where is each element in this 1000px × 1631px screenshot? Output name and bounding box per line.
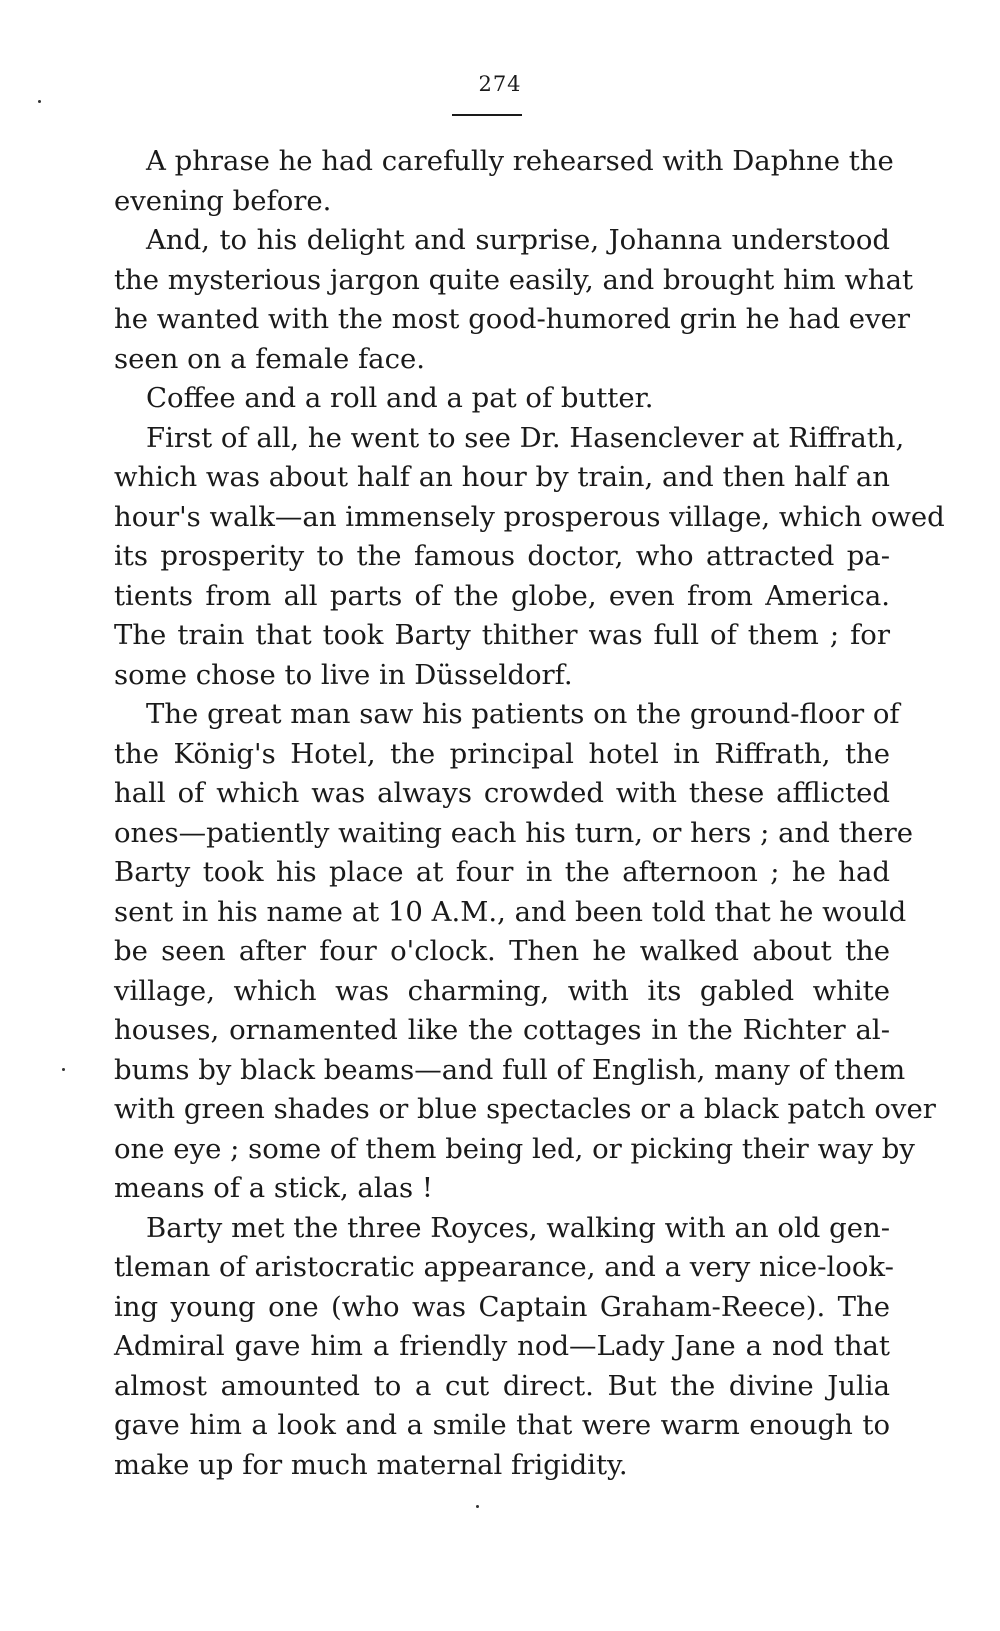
paragraph-4 (80, 419, 945, 696)
scan-speck (62, 1068, 65, 1071)
text-line: tleman of aristocratic appearance, and a very nice-look- (114, 1251, 894, 1283)
text-line: make up for much maternal frigidity. (114, 1448, 628, 1481)
text-line: he wanted with the most good-humored grin he had ever (114, 303, 911, 335)
text-line: the König's Hotel, the principal hotel in Riffrath, the (114, 737, 890, 770)
paragraph-2 (80, 221, 914, 379)
text-line: its prosperity to the famous doctor, who attracted pa- (114, 540, 890, 572)
text-line: Barty took his place at four in the afternoon ; he had (114, 856, 890, 888)
text-line: village, which was charming, with its gabled white (114, 974, 890, 1007)
paragraph-6 (80, 1209, 894, 1486)
text-line: Admiral gave him a friendly nod—Lady Jane a nod that (114, 1330, 890, 1362)
text-line: gave him a look and a smile that were warm enough to (114, 1409, 890, 1441)
text-line: hall of which was always crowded with these afflicted (114, 777, 890, 809)
text-line: First of all, he went to see Dr. Hasenclever at Riffrath, (146, 421, 905, 454)
text-line: sent in his name at 10 A.M., and been told that he would (114, 895, 907, 928)
scan-speck (476, 1505, 479, 1508)
text-line: some chose to live in Düsseldorf. (114, 658, 573, 691)
page-number: 274 (478, 72, 522, 96)
text-line: which was about half an hour by train, and then half an (114, 461, 890, 493)
paragraph-1 (80, 142, 894, 221)
text-line: tients from all parts of the globe, even from America. (114, 579, 890, 612)
text-line: be seen after four o'clock. Then he walked about the (114, 935, 890, 967)
text-line: Coffee and a roll and a pat of butter. (146, 382, 654, 414)
scan-speck (38, 100, 41, 103)
page-number-rule (452, 114, 522, 116)
text-line: means of a stick, alas ! (114, 1172, 433, 1204)
text-line: A phrase he had carefully rehearsed with Daphne the (146, 145, 894, 177)
text-line: one eye ; some of them being led, or picking their way by (114, 1132, 915, 1165)
body-text (80, 142, 945, 1485)
paragraph-3 (80, 379, 890, 419)
text-line: hour's walk—an immensely prosperous village, which owed (114, 500, 945, 533)
text-line: houses, ornamented like the cottages in the Richter al- (114, 1014, 890, 1046)
text-line: almost amounted to a cut direct. But the divine Julia (114, 1369, 890, 1402)
paragraph-5 (80, 695, 936, 1209)
text-line: the mysterious jargon quite easily, and brought him what (114, 263, 914, 296)
text-line: ones—patiently waiting each his turn, or hers ; and there (114, 816, 914, 849)
text-line: Barty met the three Royces, walking with an old gen- (146, 1211, 890, 1244)
text-line: seen on a female face. (114, 342, 425, 375)
text-line: And, to his delight and surprise, Johanna understood (146, 224, 890, 256)
text-line: bums by black beams—and full of English, many of them (114, 1053, 906, 1086)
text-line: evening before. (114, 184, 332, 217)
text-line: The train that took Barty thither was full of them ; for (114, 619, 890, 651)
text-line: The great man saw his patients on the ground-floor of (146, 698, 900, 730)
text-line: ing young one (who was Captain Graham-Reece). The (114, 1290, 890, 1323)
text-line: with green shades or blue spectacles or a black patch over (114, 1093, 936, 1125)
